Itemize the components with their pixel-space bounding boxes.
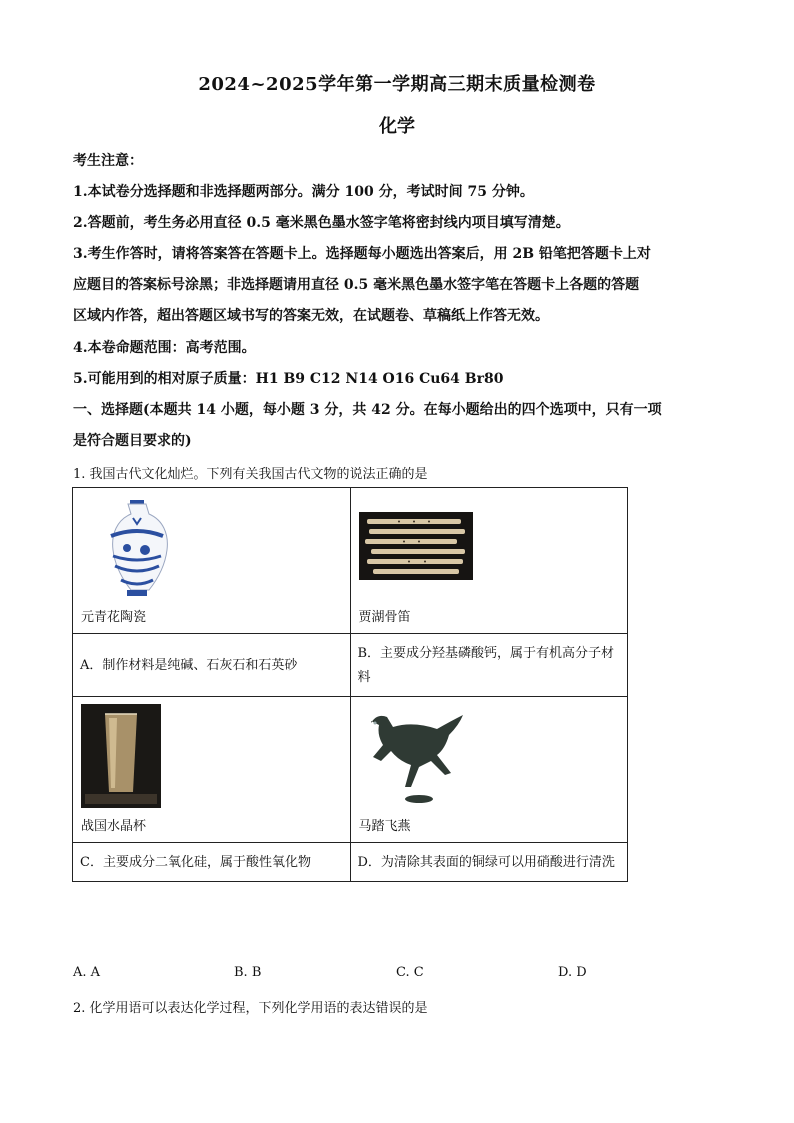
option-d-text: D．为清除其表面的铜绿可以用硝酸进行清洗: [357, 855, 615, 870]
page-title: 2024~2025学年第一学期高三期末质量检测卷: [198, 74, 596, 95]
notice-item-4: 4.本卷命题范围：高考范围。: [73, 340, 256, 356]
notice-item-5: 5.可能用到的相对原子质量：H1 B9 C12 N14 O16 Cu64 Br80: [73, 371, 504, 387]
cell-flute: [350, 488, 628, 634]
option-c: [73, 843, 351, 882]
crystal-cup-image: [81, 704, 161, 808]
notice-item-3-cont2: 区域内作答，超出答题区域书写的答案无效，在试题卷、草稿纸上作答无效。: [73, 308, 549, 324]
option-b: [350, 634, 628, 697]
porcelain-vase-image: [97, 496, 177, 600]
answer-choice-b[interactable]: B. B: [234, 965, 262, 980]
vase-caption: 元青花陶瓷: [81, 610, 147, 625]
notice-item-3-cont: 应题目的答案标号涂黑；非选择题请用直径 0.5 毫米黑色墨水签字笔在答题卡上各题的答题: [73, 277, 640, 293]
subject-title: 化学: [379, 116, 415, 137]
section-heading-cont: 是符合题目要求的): [73, 433, 192, 449]
question-1-table: [72, 487, 628, 882]
answer-choice-d[interactable]: D. D: [558, 965, 587, 980]
option-a-text: A．制作材料是纯碱、石灰石和石英砂: [80, 658, 298, 673]
section-heading: 一、选择题(本题共 14 小题，每小题 3 分，共 42 分。在每小题给出的四个选项中，只有一项: [73, 402, 662, 418]
notice-item-1: 1.本试卷分选择题和非选择题两部分。满分 100 分，考试时间 75 分钟。: [73, 184, 534, 200]
bone-flute-image: [359, 512, 473, 580]
notice-item-3: 3.考生作答时，请将答案答在答题卡上。选择题每小题选出答案后，用 2B 铅笔把答题卡上对: [73, 246, 651, 262]
bronze-horse-image: [359, 705, 479, 805]
crystal-cup-caption: 战国水晶杯: [81, 819, 147, 834]
question-2-stem: 2. 化学用语可以表达化学过程，下列化学用语的表达错误的是: [73, 1001, 428, 1016]
option-d: [350, 843, 628, 882]
cell-vase: [73, 488, 351, 634]
option-a: [73, 634, 351, 697]
flute-caption: 贾湖骨笛: [358, 610, 411, 625]
cell-crystal-cup: [73, 697, 351, 843]
option-c-text: C．主要成分二氧化硅，属于酸性氧化物: [80, 855, 311, 870]
option-b-text: B．主要成分羟基磷酸钙，属于有机高分子材料: [357, 646, 615, 685]
notice-item-2: 2.答题前，考生务必用直径 0.5 毫米黑色墨水签字笔将密封线内项目填写清楚。: [73, 215, 570, 231]
cell-bronze-horse: [350, 697, 628, 843]
notice-heading: 考生注意：: [73, 153, 143, 169]
bronze-horse-caption: 马踏飞燕: [358, 819, 411, 834]
answer-choice-a[interactable]: A. A: [73, 965, 101, 980]
answer-choice-c[interactable]: C. C: [396, 965, 424, 980]
question-1-stem: 1. 我国古代文化灿烂。下列有关我国古代文物的说法正确的是: [73, 467, 428, 482]
